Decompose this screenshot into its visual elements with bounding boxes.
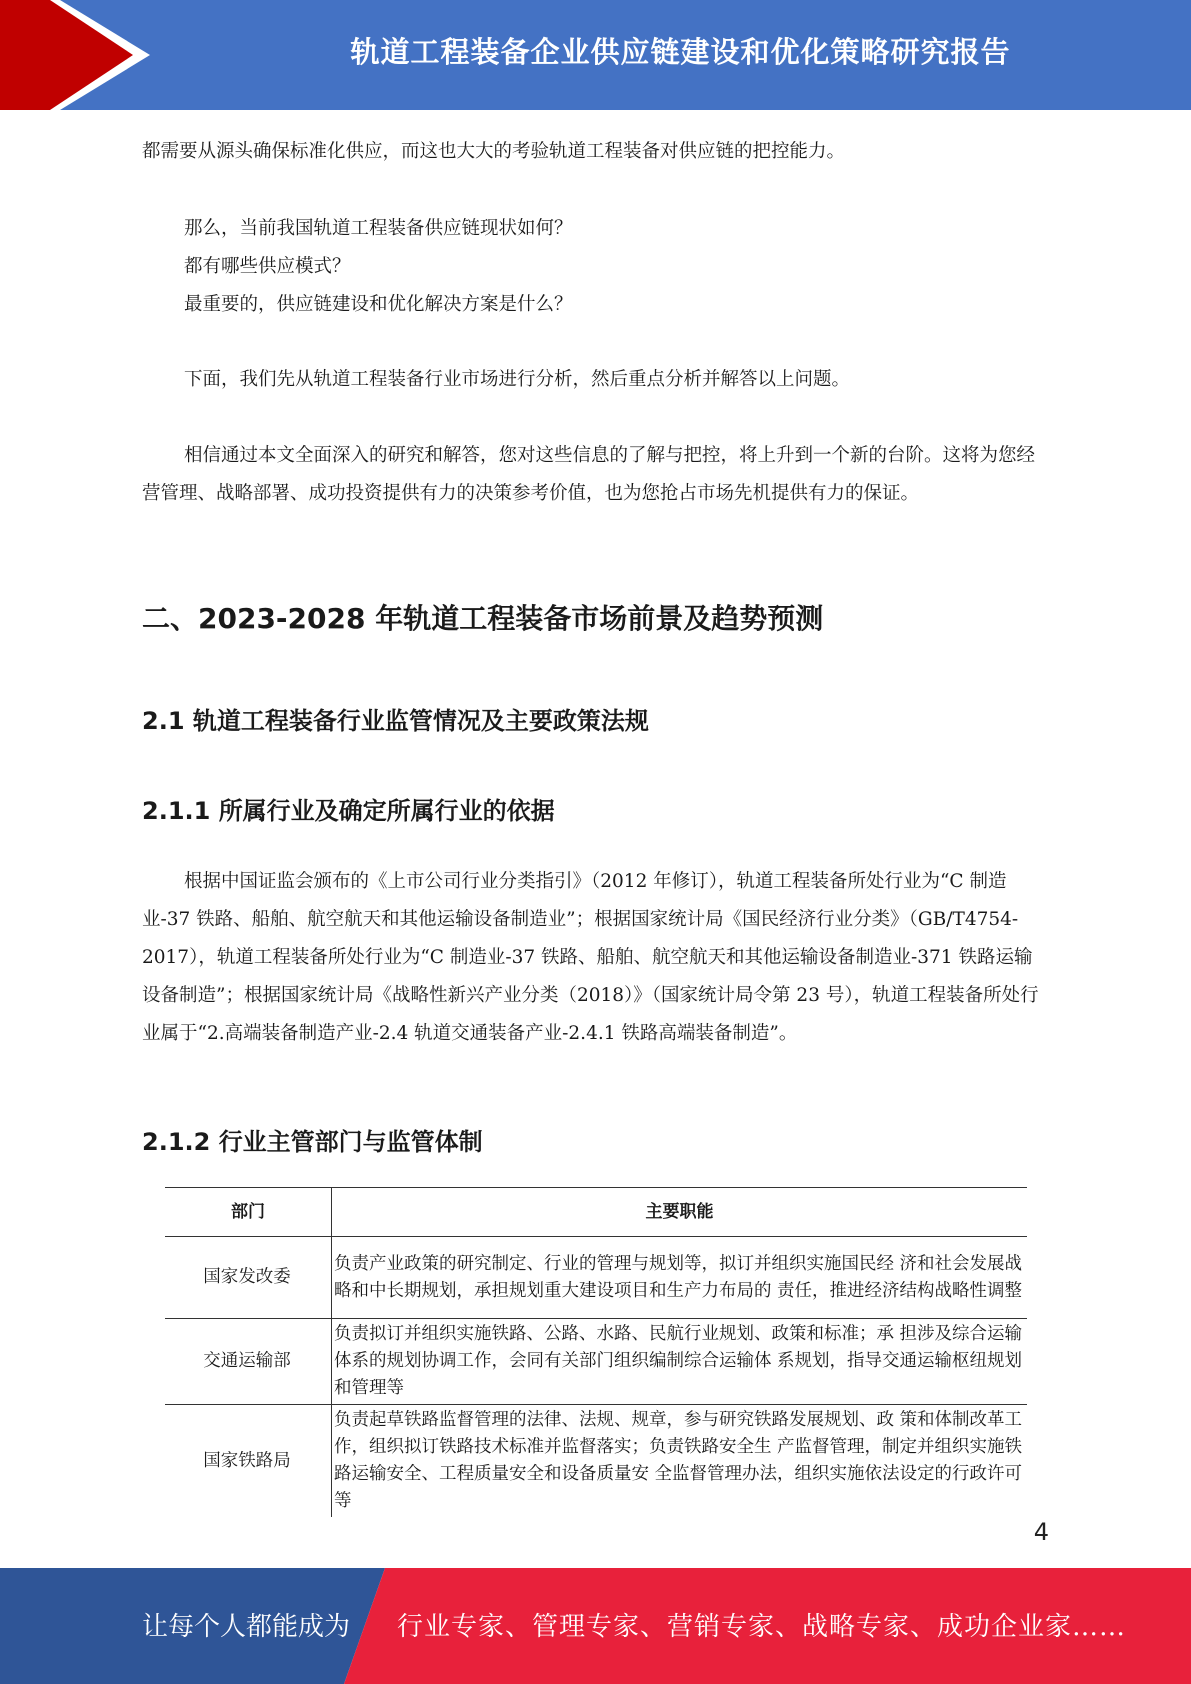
- body-text: 根据中国证监会颁布的《上市公司行业分类指引》（2012 年修订），轨道工程装备所处行业为“C 制造业-37 铁路、船舶、航空航天和其他运输设备制造业”；根据国家统计局《国民经济行业分类》（GB/T4754-2017），轨道工程装备所处行业为“C 制造业-37 铁路、船舶、航空航天和其他运输设备制造业-371 铁路运输设备制造”；根据国家统计局《战略性新兴产业分类（2018）》（国家统计局令第 23 号），轨道工程装备所处行业属于“2.高端装备制造产业-2.4 轨道交通装备产业-2.4.1 铁路高端装备制造”。: [142, 871, 1039, 1044]
- question-2: 都有哪些供应模式？: [184, 256, 351, 277]
- subsection-heading-2-1-2: 2.1.2 行业主管部门与监管体制: [142, 1128, 483, 1156]
- table-row: [165, 1319, 1027, 1405]
- table-row: [165, 1405, 1027, 1518]
- subsection-heading-2-1-1: 2.1.1 所属行业及确定所属行业的依据: [142, 797, 555, 825]
- report-title: 轨道工程装备企业供应链建设和优化策略研究报告: [350, 35, 1011, 69]
- column-header-dept: 部门: [165, 1188, 332, 1237]
- header-chevron-decoration: [0, 0, 160, 110]
- question-list: [142, 210, 1047, 324]
- intro-text: 相信通过本文全面深入的研究和解答，您对这些信息的了解与把控，将上升到一个新的台阶。这将为您经营管理、战略部署、成功投资提供有力的决策参考价值，也为您抢占市场先机提供有力的保证。: [142, 445, 1036, 504]
- industry-classification-paragraph: [142, 863, 1047, 1053]
- dept-cell: 国家铁路局: [165, 1405, 332, 1518]
- page-footer: [0, 1568, 1191, 1684]
- question-1: 那么，当前我国轨道工程装备供应链现状如何？: [184, 218, 573, 239]
- intro-paragraph-2: [142, 361, 1047, 399]
- intro-paragraph-continued: [142, 133, 1047, 171]
- table-row: [165, 1237, 1027, 1319]
- column-header-function: 主要职能: [332, 1188, 1028, 1237]
- question-3: 最重要的，供应链建设和优化解决方案是什么？: [184, 294, 573, 315]
- footer-slogan-left: 让每个人都能成为: [142, 1612, 351, 1642]
- section-heading: 二、2023-2028 年轨道工程装备市场前景及趋势预测: [142, 602, 824, 635]
- page-header: [0, 0, 1191, 110]
- function-cell: 负责产业政策的研究制定、行业的管理与规划等，拟订并组织实施国民经 济和社会发展战略和中长期规划，承担规划重大建设项目和生产力布局的 责任，推进经济结构战略性调整: [332, 1237, 1028, 1319]
- intro-text: 都需要从源头确保标准化供应，而这也大大的考验轨道工程装备对供应链的把控能力。: [142, 141, 846, 162]
- function-cell: 负责拟订并组织实施铁路、公路、水路、民航行业规划、政策和标准；承 担涉及综合运输体系的规划协调工作，会同有关部门组织编制综合运输体 系规划，指导交通运输枢纽规划和管理等: [332, 1319, 1028, 1405]
- table-header-row: [165, 1188, 1027, 1237]
- intro-text: 下面，我们先从轨道工程装备行业市场进行分析，然后重点分析并解答以上问题。: [184, 369, 851, 390]
- page-number: 4: [1033, 1518, 1049, 1546]
- subsection-heading-2-1: 2.1 轨道工程装备行业监管情况及主要政策法规: [142, 707, 649, 735]
- intro-paragraph-3: [142, 437, 1047, 513]
- regulator-table: [165, 1187, 1027, 1517]
- function-cell: 负责起草铁路监督管理的法律、法规、规章，参与研究铁路发展规划、政 策和体制改革工作，组织拟订铁路技术标准并监督落实；负责铁路安全生 产监督管理，制定并组织实施铁路运输安全、工程质量安全和设备质量安 全监督管理办法，组织实施依法设定的行政许可等: [334, 1410, 1023, 1511]
- dept-cell: 交通运输部: [165, 1319, 332, 1405]
- dept-cell: 国家发改委: [165, 1237, 332, 1319]
- footer-slogan-right: 行业专家、管理专家、营销专家、战略专家、成功企业家……: [397, 1612, 1127, 1642]
